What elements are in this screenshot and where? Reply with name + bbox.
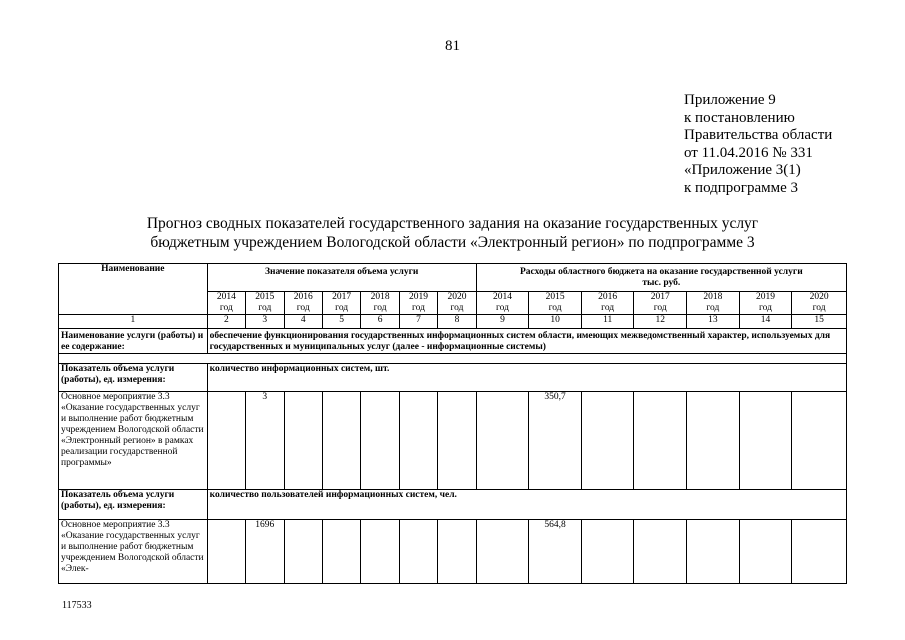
appendix-line: к подпрограмме 3 [684, 179, 798, 196]
budget-cell: 564,8 [529, 520, 582, 584]
col-number: 6 [361, 315, 399, 329]
indicator-text: количество информационных систем, шт. [207, 364, 846, 392]
col-number: 13 [687, 315, 740, 329]
col-number: 2 [207, 315, 245, 329]
year-cell: 2014 год [476, 292, 529, 315]
year-cell: 2016 год [284, 292, 322, 315]
year-cell: 2017 год [634, 292, 687, 315]
year-cell: 2018 год [687, 292, 740, 315]
col-number: 11 [581, 315, 634, 329]
budget-cell: 350,7 [529, 392, 582, 490]
year-cell: 2015 год [246, 292, 284, 315]
header-budget-line1: Расходы областного бюджета на оказание государственной услуги [519, 267, 803, 277]
header-budget-group [476, 264, 846, 292]
volume-cell [399, 520, 437, 584]
indicator-text: количество пользователей информационных систем, чел. [207, 490, 846, 520]
appendix-block [684, 92, 832, 197]
appendix-line: «Приложение 3(1) [684, 162, 801, 178]
row-spacer [59, 354, 847, 364]
budget-cell [634, 392, 687, 490]
title-line-2: бюджетным учреждением Вологодской области «Электронный регион» по подпрограмме 3 [150, 234, 755, 251]
budget-cell [476, 392, 529, 490]
col-number: 15 [792, 315, 847, 329]
indicator-row [59, 364, 847, 392]
budget-cell [792, 392, 847, 490]
budget-cell [634, 520, 687, 584]
col-number: 3 [246, 315, 284, 329]
indicator-label: Показатель объема услуги (работы), ед. измерения: [59, 490, 208, 520]
budget-cell [476, 520, 529, 584]
col-number: 12 [634, 315, 687, 329]
service-label: Наименование услуги (работы) и ее содержание: [59, 329, 208, 354]
budget-cell [687, 520, 740, 584]
volume-cell [322, 392, 360, 490]
col-number: 5 [322, 315, 360, 329]
budget-cell [581, 392, 634, 490]
volume-cell [361, 520, 399, 584]
volume-cell [284, 520, 322, 584]
volume-cell [207, 392, 245, 490]
budget-cell [739, 520, 792, 584]
appendix-line: к постановлению [684, 109, 795, 126]
col-number: 10 [529, 315, 582, 329]
year-cell: 2020 год [438, 292, 476, 315]
table-row [59, 392, 847, 490]
year-cell: 2019 год [739, 292, 792, 315]
document-id: 117533 [62, 600, 92, 611]
col-number: 8 [438, 315, 476, 329]
header-budget-line2: тыс. руб. [642, 278, 681, 288]
service-row [59, 329, 847, 354]
activity-cell: Основное мероприятие 3.3 «Оказание государственных услуг и выполнение работ бюджетным учреждением Вологодской области «Электронный регион» в рамках реализации государственной программы» [59, 392, 208, 490]
appendix-line: Правительства области [684, 127, 833, 143]
activity-cell: Основное мероприятие 3.3 «Оказание государственных услуг и выполнение работ бюджетным учреждением Вологодской области «Элек- [59, 520, 208, 584]
appendix-line: от 11.04.2016 № 331 [684, 144, 813, 161]
document-title [0, 214, 905, 252]
forecast-table [58, 263, 847, 584]
service-text: обеспечение функционирования государственных информационных систем области, имеющих межведомственный характер, используемых для государственных и муниципальных услуг (далее - информационные системы) [207, 329, 846, 354]
volume-cell: 3 [246, 392, 284, 490]
year-cell: 2018 год [361, 292, 399, 315]
volume-cell [438, 392, 476, 490]
col-number: 14 [739, 315, 792, 329]
year-cell: 2015 год [529, 292, 582, 315]
header-volume-group: Значение показателя объема услуги [207, 264, 476, 292]
header-name: Наименование [59, 264, 208, 315]
volume-cell [284, 392, 322, 490]
budget-cell [739, 392, 792, 490]
year-cell: 2014 год [207, 292, 245, 315]
volume-cell [361, 392, 399, 490]
column-number-row [59, 315, 847, 329]
volume-cell [399, 392, 437, 490]
year-cell: 2019 год [399, 292, 437, 315]
budget-cell [687, 392, 740, 490]
page-number: 81 [445, 38, 460, 54]
title-line-1: Прогноз сводных показателей государственного задания на оказание государственных услуг [146, 215, 759, 232]
col-number: 9 [476, 315, 529, 329]
table-row [59, 520, 847, 584]
col-number: 7 [399, 315, 437, 329]
budget-cell [581, 520, 634, 584]
col-number: 4 [284, 315, 322, 329]
appendix-line: Приложение 9 [684, 92, 776, 108]
volume-cell: 1696 [246, 520, 284, 584]
volume-cell [322, 520, 360, 584]
year-cell: 2020 год [792, 292, 847, 315]
volume-cell [207, 520, 245, 584]
budget-cell [792, 520, 847, 584]
indicator-row [59, 490, 847, 520]
year-cell: 2017 год [322, 292, 360, 315]
year-cell: 2016 год [581, 292, 634, 315]
indicator-label: Показатель объема услуги (работы), ед. измерения: [59, 364, 208, 392]
volume-cell [438, 520, 476, 584]
col-number: 1 [59, 315, 208, 329]
